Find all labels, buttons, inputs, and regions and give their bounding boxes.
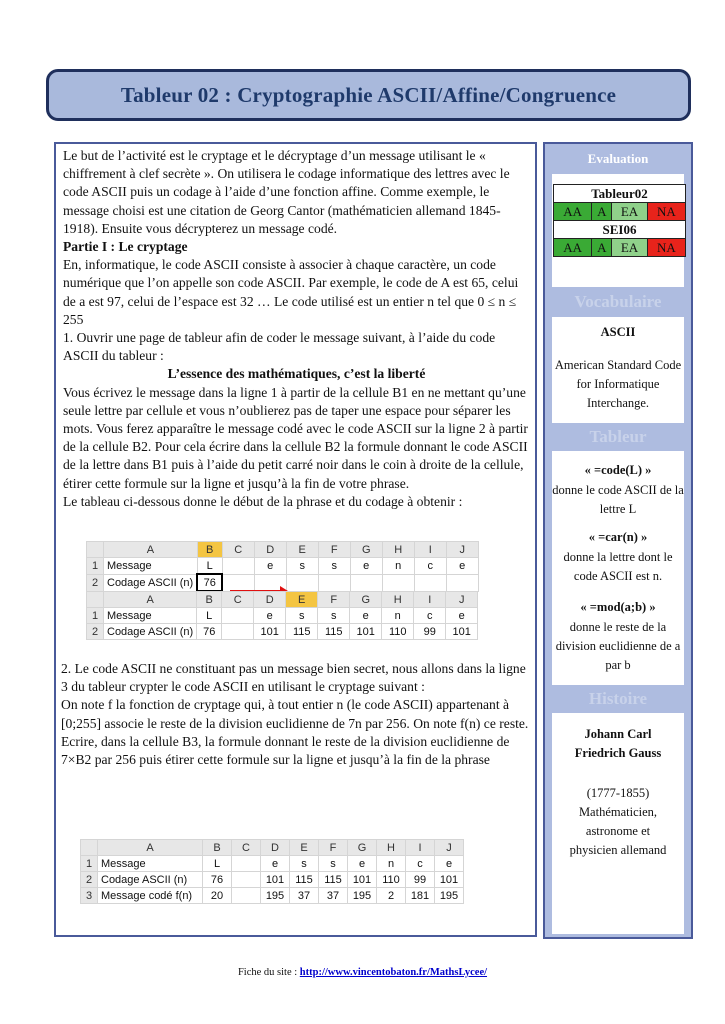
formula-code: « =code(L) » [584, 463, 652, 477]
question-2-definition: On note f la fonction de cryptage qui, à tout entier n (le code ASCII) appartenant à [0;255] associe le reste de la division euclidienne de 7n par 256. On note f(n) ce reste. [61, 697, 529, 731]
table-row: 2 Codage ASCII (n) 76 101 115 115 101 110 99 101 [81, 872, 464, 888]
page-title: Tableur 02 : Cryptographie ASCII/Affine/Congruence [120, 82, 617, 107]
formula-car-def: donne la lettre dont le code ASCII est n. [563, 550, 673, 583]
sidebar-panel [552, 174, 684, 934]
table-row: 1 Message L e s s e n c e [87, 558, 479, 575]
col-header: D [254, 542, 286, 558]
table-row: 1 Message L e s s e n c e [81, 856, 464, 872]
question-2-block [54, 660, 537, 769]
col-header: F [318, 542, 350, 558]
table-row: 2 Codage ASCII (n) 76 [87, 574, 479, 591]
eval-name: SEI06 [554, 221, 686, 239]
col-header: I [414, 542, 446, 558]
grade-a: A [592, 239, 612, 257]
col-header: B [197, 542, 222, 558]
grade-a: A [592, 203, 612, 221]
grade-ea: EA [612, 203, 647, 221]
history-name: Johann Carl Friedrich Gauss [574, 727, 662, 760]
table-row: 1 Message L e s s e n c e [87, 608, 478, 624]
sidebar [543, 142, 693, 939]
formula-mod-def: donne le reste de la division euclidienne de a par b [555, 620, 681, 672]
question-2-instruction: Ecrire, dans la cellule B3, la formule donnant le reste de la division euclidienne de 7×B2 par 256 puis étirer cette formule sur la ligne et jusqu’à la fin de la phrase [61, 733, 510, 768]
selected-cell: 76 [197, 574, 222, 591]
vocabulary-heading: Vocabulaire [545, 287, 691, 317]
grade-na: NA [647, 203, 685, 221]
main-content [54, 142, 537, 937]
col-header: A [104, 542, 198, 558]
col-header: J [446, 542, 478, 558]
vocab-term: ASCII [600, 325, 636, 339]
formula-code-def: donne le code ASCII de la lettre L [552, 483, 684, 516]
tableur-heading: Tableur [545, 423, 691, 451]
col-header [87, 542, 104, 558]
question-1: 1. Ouvrir une page de tableur afin de coder le message suivant, à l’aide du code ASCII du tableur : [63, 330, 496, 364]
table-row: 2 Codage ASCII (n) 76 101 115 115 101 110 99 101 [87, 624, 478, 640]
col-header: C [222, 542, 254, 558]
question-2-intro: 2. Le code ASCII ne constituant pas un message bien secret, nous allons dans la ligne 3 du tableur crypter le code ASCII en utilisant le cryptage suivant : [61, 661, 526, 695]
question-1-text: Vous écrivez le message dans la ligne 1 à partir de la cellule B1 en ne mettant qu’une seule lettre par cellule et vous n’oublierez pas de taper une espace pour séparer les mots. Vous ferez apparaître le message codé avec le code ASCII sur la ligne 2 à partir de la cellule B2. Pour cela écrire dans la cellule B2 la formule donnant le code ASCII de la lettre dans B1 puis à l’aide du petit carré noir dans le coin à droite de la cellule, étirer cette formule sur la ligne et jusqu’à la fin de votre phrase. [63, 384, 528, 491]
evaluation-heading: Evaluation [587, 151, 649, 166]
title-banner [46, 69, 691, 121]
col-header: E [286, 542, 318, 558]
col-header: H [382, 542, 414, 558]
part1-text: En, informatique, le code ASCII consiste à associer à chaque caractère, un code numérique que l’on appelle son code ASCII. Par exemple, le code de A est 65, celui de a est 97, celui de l’espace est 32 … Le code utilisé est un entier n tel que 0 ≤ n ≤ 255 [63, 257, 519, 327]
spreadsheet-2: A B C D E F G H I J 1 Message L e s s e n c e 2 Codage ASCII (n) 76 101 115 115 101 110 99 101 [86, 591, 478, 640]
footer-label: Fiche du site : [237, 967, 300, 978]
grade-aa: AA [554, 203, 592, 221]
part1-title: Partie I : Le cryptage [63, 239, 188, 255]
quote: L’essence des mathématiques, c’est la liberté [167, 366, 426, 382]
footer [0, 967, 725, 978]
history-description: Mathématicien, astronome et physicien allemand [569, 805, 667, 857]
evaluation-table [553, 184, 686, 257]
site-link[interactable]: http://www.vincentobaton.fr/MathsLycee/ [299, 967, 488, 978]
grade-aa: AA [554, 239, 592, 257]
grade-na: NA [647, 239, 685, 257]
eval-name: Tableur02 [554, 185, 686, 203]
history-dates: (1777-1855) [586, 786, 650, 800]
col-header: G [350, 542, 382, 558]
formula-mod: « =mod(a;b) » [580, 600, 656, 614]
grade-ea: EA [612, 239, 647, 257]
intro-paragraph: Le but de l’activité est le cryptage et le décryptage d’un message utilisant le « chiffrement à clef secrète ». On utilisera le codage informatique des lettres avec le code ASCII puis un codage à l’aide d’une fonction affine. Comme exemple, le message choisi est une citation de Georg Cantor (mathématicien allemand 1845-1918). Ensuite vous décrypterez un message codé. [63, 148, 510, 236]
spreadsheet-3: A B C D E F G H I J 1 Message L e s s e n c e 2 Codage ASCII (n) 76 101 115 115 101 110 99 101 3 Message codé f(n) 20 195 37 37 195 2 181 195 [80, 839, 464, 904]
vocab-definition: American Standard Code for Informatique Interchange. [554, 358, 682, 410]
table-intro: Le tableau ci-dessous donne le début de la phrase et du codage à obtenir : [63, 493, 463, 509]
formula-car: « =car(n) » [588, 530, 648, 544]
table-row: 3 Message codé f(n) 20 195 37 37 195 2 181 195 [81, 888, 464, 904]
history-heading: Histoire [545, 685, 691, 713]
